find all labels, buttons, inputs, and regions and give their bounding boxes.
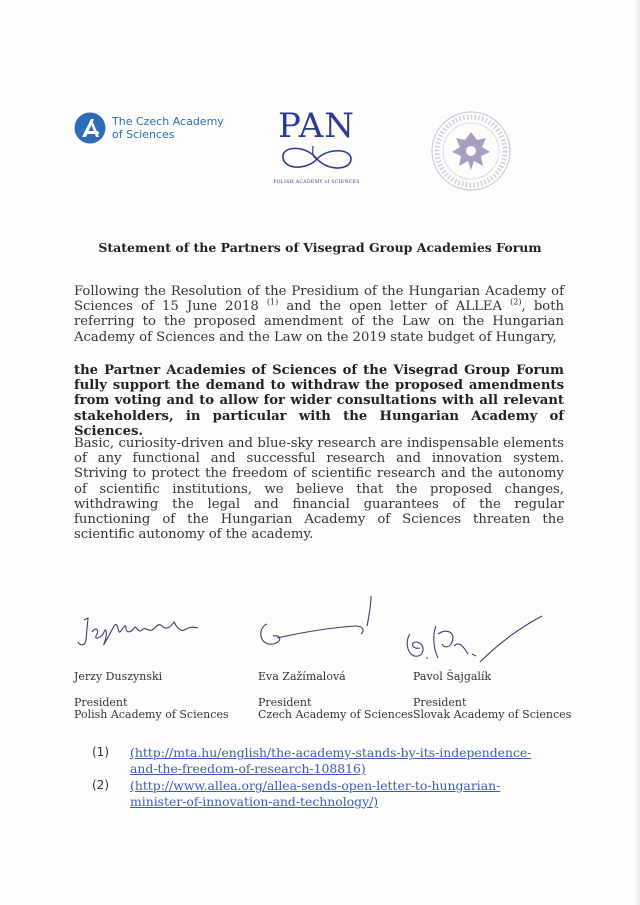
signature-zazimalova [255,594,385,656]
signatory-3-institution: Slovak Academy of Sciences [413,708,572,721]
signature-duszynski [74,612,224,652]
signatory-2-role: President [258,695,312,709]
paragraph-rationale: Basic, curiosity-driven and blue-sky research are indispensable elements of any functional and successful research and innovation system. Striving to protect the freedom of scientific research and the autonomy of scientific institutions, we believe that the proposed changes, withdrawing the legal and financial guarantees of the regular functioning of the Hungarian Academy of Sciences threaten the scientific autonomy of the academy. [74,436,564,543]
pan-logo-word: PAN [277,106,356,146]
czech-academy-logo [74,112,224,144]
pan-logo [264,108,369,185]
paragraph-intro-text-c: , both referring to the proposed amendment of the Law on the Hungarian Academy of Sciences and the Law on the 2019 state budget of Hungary, [74,299,565,345]
reference-link-line: (http://www.allea.org/allea-sends-open-letter-to-hungarian- [130,778,501,793]
logo-bar [74,108,554,198]
signatory-2-name: Eva Zažímalová [258,670,346,683]
reference-link-allea[interactable] [130,778,500,809]
statement-title: Statement of the Partners of Visegrad Group Academies Forum [98,240,542,255]
page-edge-shadow [634,0,640,905]
reference-link-line: and-the-freedom-of-research-108816) [130,760,366,776]
signature-sajgalik [402,612,552,672]
signatory-2-institution: Czech Academy of Sciences [258,708,414,721]
pan-logo-subtitle: POLISH ACADEMY of SCIENCES [273,180,360,185]
slovak-academy-seal-icon [430,110,512,192]
signatory-1 [74,671,229,722]
paragraph-support-statement: the Partner Academies of Sciences of the Visegrad Group Forum fully support the demand to withdraw the proposed amendments from voting and to allow for wider consultations with all relevant stakeholders, in particular with the Hungarian Academy of Sciences. [74,363,564,439]
czech-academy-emblem-icon [74,112,106,144]
pan-infinity-swirl-icon [267,144,367,174]
signatory-3 [413,671,571,722]
references-list [92,745,562,811]
czech-academy-logo-line1: The Czech Academy [112,115,224,128]
reference-marker-1: (1) [266,297,279,307]
czech-academy-logo-line2: of Sciences [112,128,175,141]
signatory-1-role: President [74,695,128,709]
paragraph-intro [74,284,564,345]
signatory-1-institution: Polish Academy of Sciences [74,708,229,721]
signatory-1-name: Jerzy Duszynski [74,670,163,683]
paragraph-intro-text-b: and the open letter of ALLEA [278,299,511,315]
reference-link-mta[interactable] [130,745,531,776]
reference-number: (1) [92,745,109,759]
reference-item [92,745,562,776]
reference-link-line: (http://mta.hu/english/the-academy-stands-by-its-independence- [130,745,532,760]
paragraph-intro-text-a: Following the Resolution of the Presidium of the Hungarian Academy of Sciences of 15 June 2018 [74,284,564,315]
signatory-3-role: President [413,695,467,709]
reference-item [92,778,562,809]
reference-marker-2: (2) [510,297,522,307]
signatory-3-name: Pavol Šajgalík [413,670,492,683]
reference-link-line: minister-of-innovation-and-technology/) [130,793,379,809]
reference-number: (2) [92,778,109,792]
signatory-2 [258,671,413,722]
